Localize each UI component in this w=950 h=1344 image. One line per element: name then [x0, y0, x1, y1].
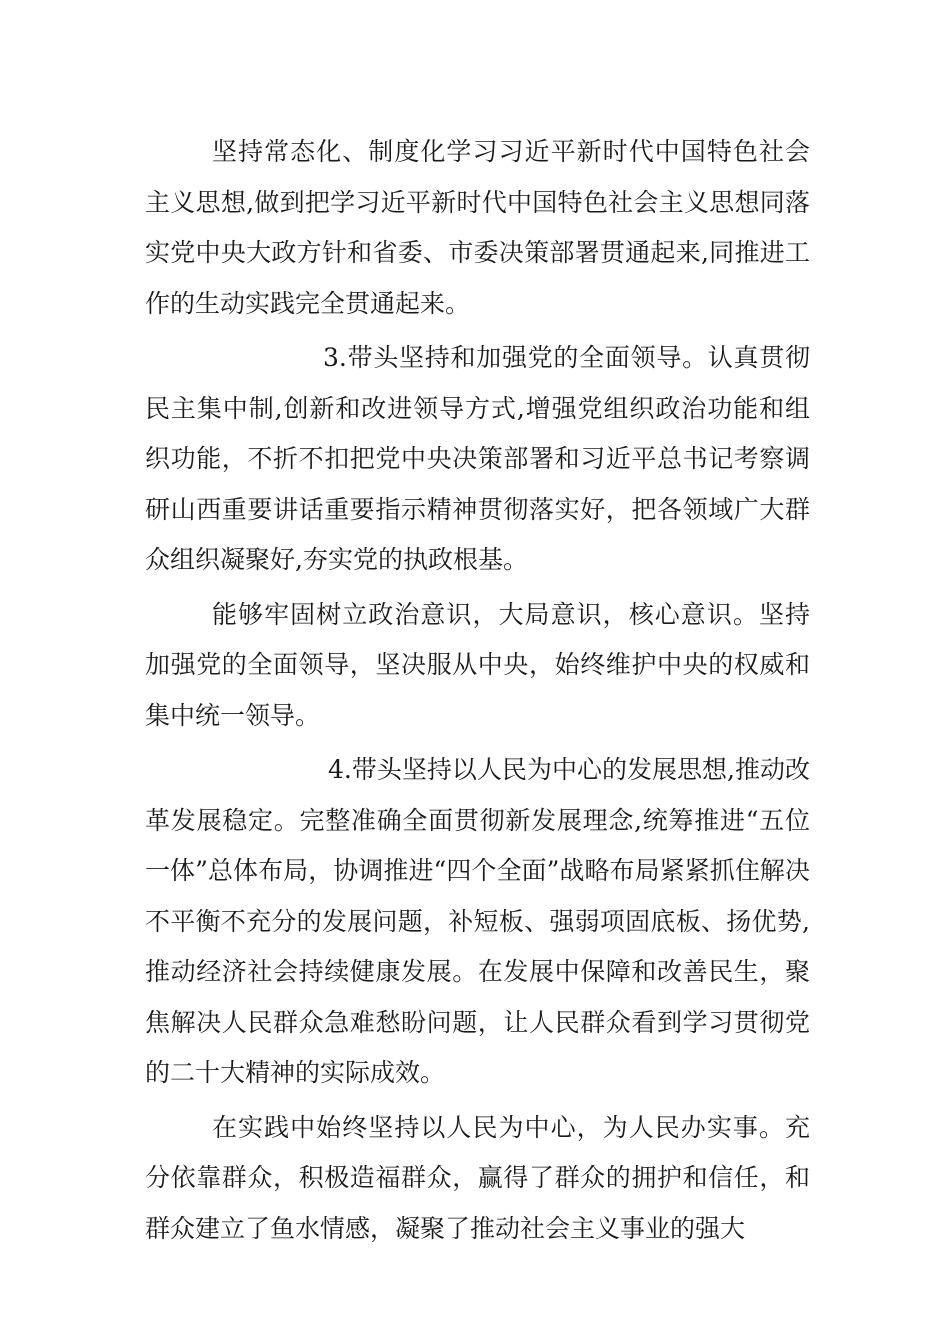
paragraph-political-awareness: 能够牢固树立政治意识，大局意识，核心意识。坚持加强党的全面领导，坚决服从中央，始终维护中央的权威和集中统一领导。 — [145, 599, 810, 730]
paragraph-people-centered: 在实践中始终坚持以人民为中心，为人民办实事。充分依靠群众，积极造福群众，赢得了群众的拥护和信任，和群众建立了鱼水情感，凝聚了推动社会主义事业的强大 — [145, 1112, 810, 1243]
document-body — [145, 127, 810, 1254]
paragraph-section-3: 3.带头坚持和加强党的全面领导。认真贯彻民主集中制,创新和改进领导方式,增强党组织政治功能和组织功能，不折不扣把党中央决策部署和习近平总书记考察调研山西重要讲话重要指示精神贯彻落实好，把各领域广大群众组织凝聚好,夯实党的执政根基。 — [145, 343, 810, 574]
paragraph-section-4: 4.带头坚持以人民为中心的发展思想,推动改革发展稳定。完整准确全面贯彻新发展理念,统筹推进“五位一体”总体布局，协调推进“四个全面”战略布局紧紧抓住解决不平衡不充分的发展问题，补短板、强弱项固底板、扬优势,推动经济社会持续健康发展。在发展中保障和改善民生，聚焦解决人民群众急难愁盼问题，让人民群众看到学习贯彻党的二十大精神的实际成效。 — [145, 755, 810, 1087]
paragraph-study-theory: 坚持常态化、制度化学习习近平新时代中国特色社会主义思想,做到把学习近平新时代中国特色社会主义思想同落实党中央大政方针和省委、市委决策部署贯通起来,同推进工作的生动实践完全贯通起来。 — [145, 137, 810, 318]
